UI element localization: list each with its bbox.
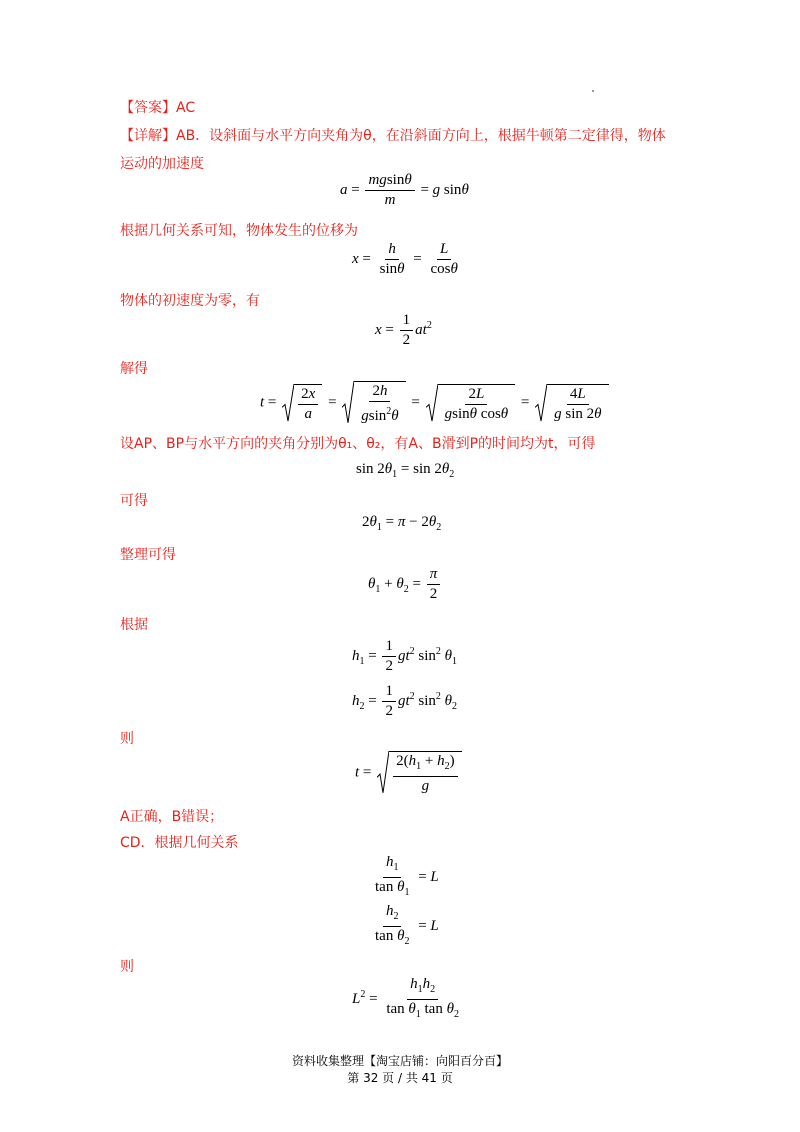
text-then-2: 则 — [120, 959, 134, 975]
answer-line — [120, 97, 195, 117]
text-a-correct: A正确，B错误； — [120, 809, 224, 825]
text-initial-zero: 物体的初速度为零，有 — [120, 293, 260, 309]
text-set-angles: 设AP、BP与水平方向的夹角分别为θ₁、θ₂，有A、B滑到P的时间均为t，可得 — [120, 436, 596, 452]
text-rearrange: 整理可得 — [120, 547, 176, 563]
equation-time-total: t = $\frac{2(h_1 + h_2)}{g}$ — [355, 751, 464, 795]
text-cd: CD．根据几何关系 — [120, 835, 239, 851]
text-can-get: 可得 — [120, 493, 148, 509]
equation-l-from-h2: $\frac{h_2}{\tan \theta_2}$ = L — [375, 903, 439, 947]
text-then-1: 则 — [120, 731, 134, 747]
text-solve: 解得 — [120, 361, 148, 377]
stray-dot — [592, 90, 594, 92]
footer-source: 资料收集整理【淘宝店铺：向阳百分百】 — [291, 1054, 508, 1068]
answer-label: 【答案】 — [120, 100, 176, 116]
detail-line-1: 【详解】AB．设斜面与水平方向夹角为θ，在沿斜面方向上，根据牛顿第二定律得，物体 — [120, 128, 666, 144]
equation-angle-sum: $\theta_1 + \theta_2$ = $\frac{\pi}{2}$ — [368, 566, 442, 603]
answer-value: AC — [176, 100, 196, 116]
equation-time: t = $\frac{2x}{a}$ = $\frac{2h}{gsin^2\theta}$ = $\frac{2L}{\text{gsinθ cosθ}}$ = $\frac{4L}{\text{g sin 2θ}}$ — [260, 381, 611, 425]
equation-acceleration: a = $\frac{mgsin\theta}{m}$ = g sinθ — [340, 172, 469, 208]
text-geometry-displacement: 根据几何关系可知，物体发生的位移为 — [120, 223, 358, 239]
equation-h1: $h_1$ = $\frac{1}{2}$ $gt^2$ $\sin^2 \theta_1$ — [352, 638, 458, 674]
equation-l-squared: $L^2$ = $\frac{h_1h_2}{\tan \theta_1 \tan \theta_2}$ — [352, 976, 459, 1020]
equation-h2: $h_2$ = $\frac{1}{2}$ $gt^2$ $\sin^2 \theta_2$ — [352, 683, 458, 719]
equation-l-from-h1: $\frac{h_1}{\tan \theta_1}$ = L — [375, 854, 439, 898]
footer-page-number: 第 32 页 / 共 41 页 — [347, 1071, 453, 1085]
equation-angle-relation: $2\theta_1 = \pi - 2\theta_2$ — [362, 514, 442, 533]
equation-displacement: x = $\frac{h}{\sin\theta}$ = $\frac{L}{\cos\theta}$ — [352, 241, 458, 277]
detail-line-2: 运动的加速度 — [120, 156, 204, 172]
equation-sin-equal: $\sin 2\theta_1 = \sin 2\theta_2$ — [356, 461, 455, 480]
text-according: 根据 — [120, 617, 148, 633]
equation-kinematics: x = $\frac{1}{2}$ $at^2$ — [375, 312, 432, 348]
detail-label: 【详解】 — [120, 128, 176, 144]
